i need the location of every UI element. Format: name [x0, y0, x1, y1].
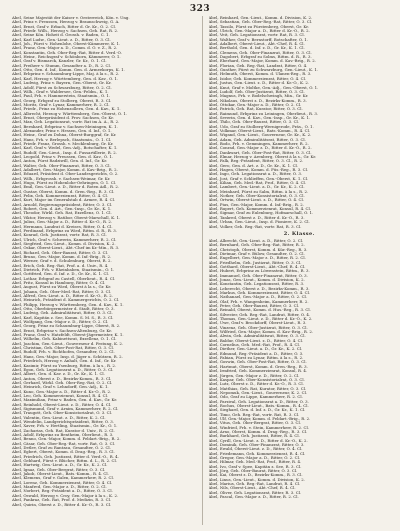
list-entry: Abel, Kurt, Major im Generalstab d. Armee, R. 4. Cl. [12, 198, 116, 203]
list-entry: Abel, Udo, Graf zu Stolberg-Wernigerode, Präs., O. 1. [208, 124, 314, 129]
list-entry: Abel, Ernst, Graf v. Erbach, Ritter d. Gr. Kr., O. 2. Cl. [12, 24, 116, 29]
list-entry: Abel, Jonas, Gen.-Lieut., Komm. d. Division, K. 2. [208, 277, 305, 282]
list-entry: Abel, Jost, Graf v. Schlieffen, Gen.-Oberst, K. 1. Cl. [208, 176, 309, 181]
list-entry: Abel, Wigand, Gen.-Lieut., Gouverneur, Gr. Kr., K. 2. [208, 133, 312, 138]
list-entry: Abel, Otto, Gen. d. Inf., Komm. Gen. d. Armeekorps, K. 1. [12, 68, 125, 73]
list-entry: Abel, Christoph, Oberst, Komm. d. Kür.-Reg., R. 3. [208, 247, 308, 252]
list-entry: Abel, Thomas, Gen.-Lieut. z. D., Ritter d. Kr.-O., K. 2. [208, 317, 313, 322]
list-entry: Abel, Johann, Geh. Ober-Med.-Rat, Ritter, O. 3. Cl. [12, 289, 112, 294]
list-entry: Abel, Egbert, Oberst, Komm. d. Drag.-Reg., R. 3. Cl. [12, 450, 115, 455]
list-entry: Abel, Graf v. Bismarck, Kanzler, Gr. Kr., O. 1. Cl. [12, 59, 107, 64]
list-entry: Abel, Felix, Geh. Kommerzienrat, Ritter, O. 4. Cl. [12, 194, 109, 199]
list-entry: Abel, Wilh., Graf v. Waldersee, Gen.-Feldm., K. 1. [12, 89, 109, 94]
list-entry: Abel, Reinhard, Gen.-Lieut., Komm. d. Division, K. 2. [208, 16, 313, 20]
list-entry: Abel, Arno, Oberst, Komm. d. Drag.-Reg., R. 3. Cl. [208, 429, 308, 434]
list-entry: Abel, Kilian, Geh. Med.-Rat, Prof., Ritter, O. 4. Cl. [208, 181, 307, 186]
list-entry: Abel, Meinhard, Fürst zu Salm, Rittm. à la s., R. 2. [208, 189, 309, 194]
list-entry: Abel, Isidor, Geh. Kommerzienrat, Ritter, O. 4. Cl. [208, 76, 307, 81]
list-entry: Abel, Kasimir, Fürst zu Ysenburg, Rittm. à la s., R. 2. [12, 363, 117, 368]
list-entry: Abel, Ulf, Gen.-Major, Komm. d. Feldart.-Brig., R. 2. [208, 416, 311, 421]
list-entry: Abel, Friedemann, Geh. Kommerzienrat, R. 4. Cl. [208, 451, 306, 456]
list-entry: Abel, Cornelius, Geh. Med.-Rat, Prof., R. 4. Cl. [208, 343, 301, 348]
list-entry: Abel, Wilhelm, Geh. Kabinettsrat, Exzellenz, O. 1. Cl. [12, 337, 117, 342]
list-entry: Abel, Dominik, Geh. Ober-Finanzrat, Ritter, O. 3. [208, 443, 305, 447]
list-entry: Abel, Eberhard, Gen.-Major, Komm. d. Kav.-Brig., R. 2. [208, 59, 316, 64]
list-entry: Abel, Dagobert, Erbgraf zu Solms, Rittm. d. R., R. 3. [208, 55, 312, 60]
list-entry: Abel, Heinr., Reichsgraf v. Schönborn, Kämmerer, O. 1. [12, 55, 121, 60]
list-entry: Abel, Wilfried, Gen.-Major, Komm. d. Kav.-Brig., R. 2. [208, 330, 314, 335]
list-entry: Abel, Uwe, Graf v. Brockdorff, Oberst-Lieut., R. 3. [208, 321, 307, 326]
list-entry: Abel, Robert, Gen. d. Art., Gen.-Insp., Gr. Kr., K. 1. [12, 207, 112, 212]
list-entry: Abel, Ludolf, Geh. Ober-Justizrat, Ritter, O. 3. Cl. [208, 89, 305, 94]
list-entry: Abel, Wilh., Erbgrossh. v. Sachsen-Weimar, Gr. Kr. [12, 176, 111, 181]
list-entry: Abel, Theodor, Wirkl. Geh. Rat, Exzellenz, O. 1. Cl. [12, 211, 112, 216]
list-entry: Abel, Severin, Gen. d. Kav., Gen.-Insp., Gr. Kr., K. 1. [208, 115, 311, 120]
list-entry: Abel, Alwin, Geh. Admiralitätsrat, Ritter, O. 3. Cl. [208, 334, 306, 339]
list-entry: Abel, Heinrich, Präsident d. Kammergerichts, O. 2. Cl. [12, 298, 120, 303]
list-entry: Abel, Siegfried, Gen.-Lieut., Komm. d. Division, K. 2. [12, 241, 116, 246]
list-entry: Abel, Sieghard, Gen. d. Inf. z. D., Gr. Kr., K. 1. Cl. [208, 408, 306, 413]
list-entry: Abel, Volker, Geh. Reg.-Rat, vortr. Rat, R. 3. Cl. [208, 224, 302, 229]
list-entry: Abel, Sebastian, Geh. Ober-Reg.-Rat, Ritter, O. 3. Cl. [208, 20, 313, 25]
list-entry: Abel, Hartwig, Gen.-Lieut. a. D., Gr. Kr., K. 2. Cl. [12, 463, 108, 468]
list-entry: Abel, Linus, Gen.-Lieut., Komm. d. Division, K. 2. [208, 477, 305, 482]
list-entry: Abel, Philipp, Herzog v. Württemberg, Gen. d. Kav., K. 1. [12, 302, 124, 307]
list-entry: Abel, Freiherr v. Stumm, Gesandter a. D., R. 2. Cl. [12, 63, 111, 68]
list-entry: Abel, Prinz v. Preussen, Herzog v. Braunschweig, G. A. [12, 20, 120, 25]
list-entry: Abel, Detlev, Graf zu Rantzau, Gesandter, O. 2. Cl. [12, 446, 111, 451]
list-entry: Abel, Jakob, Oberst-Lieut., Bats.-Komm., R. 4. Cl. [12, 472, 109, 477]
list-entry: Abel, Vitus, Geh. Ober-Bergrat, Ritter, O. 3. Cl. [208, 421, 301, 426]
columns [12, 16, 390, 525]
list-entry: Abel, Gebhard, Fürst v. Blücher, Rittm. d. L., R. 2. Cl. [12, 459, 117, 464]
list-entry: Abel, Rudolf, Frh. v. Richthofen, Gesandter, O. 2. Cl. [12, 350, 115, 355]
list-entry: Abel, Peter, Geh. Ober-Baurat, Ritter, O. 3. Cl. [208, 304, 300, 308]
list-entry: Abel, Gotthard, Oberst-Lieut., Abt.-Chef, R. 4. Cl. [208, 264, 306, 269]
list-entry: Abel, Quirin, Oberst z. D., Ritter d. Kr.-O., R. 3. Cl. [12, 502, 112, 507]
list-entry: Abel, Vinzenz, Geh. Ober-Justizrat, Ritter, O. 3. Cl. [208, 325, 308, 330]
list-entry: Abel, Norbert, Reg.-Präsident a. D., Ritter, O. 3. Cl. [12, 489, 113, 494]
list-entry: Abel, Veit, Geh. Legationsrat, vortr. Rat, R. 3. Cl. [208, 33, 305, 38]
list-entry: Abel, Viktor, Herzog v. Ratibor, Oberst-Marschall, K. 1. [12, 215, 121, 220]
list-entry: Abel, Ulrich, Gen.-Major a. D., Ritter d. Kr.-O., R. 2. [208, 29, 310, 34]
list-entry: Abel, Wendelin, Landgerichtspräsident, Ritter, O. 3. [12, 419, 115, 424]
list-entry: Abel, Werner, Graf v. d. Schulenburg, Oberst, R. 2. [12, 259, 112, 264]
page-number: 323 [189, 4, 211, 14]
list-entry: Abel, Tankred, Oberst z. D., Ritter d. Kr.-O., R. 3. [208, 215, 305, 220]
list-entry: Abel, Edmund, Reg.-Präsident a. D., Ritter, O. 3. [208, 351, 304, 356]
list-entry: Abel, Benno, Gen.-Major, Komm. d. Feldart.-Brig., R. 2. [12, 437, 121, 442]
list-entry: Abel, Notker, Geh. Ober-Konsistorialrat, O. 3. Cl. [208, 194, 305, 199]
list-entry: Abel, Georg, Prinz zu Schaumburg-Lippe, Oberst, R. 2. [12, 324, 121, 329]
list-entry: Abel, Otto, Oberbürgermeister d. Stadt, Ritter, O. 3. [12, 307, 115, 312]
list-entry: Abel, Reinald, Oberst, Komm. d. Hus.-Reg., R. 3. Cl. [208, 308, 311, 313]
list-entry: Abel, Lorenz, Geh. Kommerzienrat, Ritter, O. 4. Cl. [12, 480, 113, 485]
list-entry: Abel, Kaspar, Geh. Ober-Konsistorialrat, O. 3. Cl. [208, 377, 305, 382]
list-entry: Abel, Tassilo, Fürst zu Fürstenberg, Oberst, Gr. Kr. [208, 24, 309, 29]
list-entry: Abel, Franz, Graf v. Hatzfeldt, Oberst-Jägermeister, K. 1. [12, 333, 124, 338]
list-entry: Abel, Baldur, Oberst-Lieut. z. D., Ritter, O. 4. Cl. [208, 338, 304, 343]
list-entry: Abel, Karl Ludw., Gen.-Lieut. z. D., Ritter, O. 3. Cl. [12, 37, 111, 42]
list-entry: Abel, Kai, Oberst z. D., Bezirks-Komm., R. 3. Cl. [208, 473, 303, 478]
list-entry: Abel, Hubert, Erbprinz zu Löwenstein, Rittm., R. 3. [208, 269, 310, 274]
list-entry: Abel, Ulrich, Graf v. Schwerin, Kammerherr, R. 2. Cl. [12, 237, 117, 242]
list-entry: Abel, Walther, Graf v. Bernstorff, Botschafter, O. 1. [208, 37, 309, 42]
list-entry: Abel, Hilmar, Geh. Med.-Rat, Prof., Ritter, R. 4. [208, 460, 302, 465]
list-entry: Abel, Sigmar, Graf zu Eulenburg, Hofmarschall, O. 1. [208, 211, 314, 216]
list-entry: Abel, Elmar, Herzog v. Arenberg, Oberst à la s., Gr. Kr. [208, 155, 317, 159]
list-entry: Abel, Goswin, Geh. Ober-Post-Rat, Ritter, O. 3. Cl. [208, 360, 307, 365]
list-entry: Abel, Oswald, Herzog v. Croy, Gen.-Major à la s., K. 2. [12, 493, 119, 498]
list-entry: Abel, Justus, Gen.-Lieut. z. D., Ritter d. Kr.-O., K. 2. [208, 81, 310, 86]
list-entry: Abel, Paul, Frh. v. Hammerstein, Staatsmin., O. 1. [12, 94, 111, 99]
list-entry: Abel, Oliver, Geh. Legationsrat, Ritter, R. 3. Cl. [208, 490, 302, 495]
list-entry: Abel, Nathanael, Gen.-Major a. D., Ritter, O. 2. Cl. [208, 295, 308, 300]
list-entry: Abel, Gerhard, Wirkl. Geh. Ober-Reg.-Rat, O. 2. Cl. [12, 380, 113, 385]
list-entry: Abel, Olaf, Frh. v. Wangenheim, Kammerherr, R. 2. [208, 299, 309, 304]
list-entry: Abel, Friedrich, Geh. Justizrat, Ritter d. Verd.-O., R. 4. [12, 454, 119, 459]
list-entry: Abel, Erbprinz v. Schaumburg-Lippe, Maj. à la s., R. 2. [12, 72, 120, 77]
list-entry: Abel, Friedr. Wilh., Herzog v. Sachsen, Geh. Rat, R. 2. [12, 29, 119, 34]
list-entry: Abel, Pankraz, Geh. Rat, Prof. d. Medizin, R. 3. Cl. [12, 498, 112, 503]
list-entry: Abel, Walter, Geh. Ober-Finanzrat, Ritter, O. 3. Cl. [12, 163, 111, 168]
list-entry: Abel, Konrad, Geh. Justizrat, vortr. Rat, R. 3. Cl. [12, 233, 107, 238]
list-entry: Abel, Berthold, Gen. d. Inf. z. D., Gr. Kr., K. 1. Cl. [208, 46, 305, 51]
list-entry: Abel, Hugo, Fürst zu Hohenlohe-Oehringen, O. 1. Cl. [12, 181, 117, 186]
list-entry: Abel, Sigismund, Graf v. Arnim, Kammerherr, R. 2. Cl. [12, 406, 119, 411]
list-entry: Abel, Rudolf, Gen.-Lieut., Insp. d. Fussartillerie, R. 2. [12, 150, 117, 155]
list-entry: Abel, Emil, Gen.-Lieut. z. D., Ritter d. Roten Adl., R. 2. [12, 185, 120, 190]
list-entry: Abel, Zacharias, Geh. Rat, Kurator d. Univ., R. 2. Cl. [12, 428, 115, 433]
list-entry: Abel, Burkhard, Geh. Justizrat, Ritter, R. 4. Cl. [208, 434, 300, 439]
list-entry: Abel, Hagen, Oberst, Komm. d. Füs.-Reg., R. 3. Cl. [208, 168, 309, 173]
list-entry: Abel, Markus, Geh. Kommerzienrat, Ritter, O. 4. Cl. [208, 290, 311, 295]
list-entry: Abel, Ludwig, Geh. Admiralitätsrat, Ritter, O. 3. Cl. [12, 311, 113, 316]
list-entry: Abel, Silvester, Geh. Reg.-Rat, Landrat, Ritter, O. 4. [208, 312, 311, 317]
list-entry: Abel, Ingo, Geh. Legationsrat a. D., Ritter, O. 3. [208, 172, 303, 177]
list-entry: Abel, Jürgen, Gen.-Major z. D., Ritter, O. 2. Cl. [208, 373, 300, 378]
list-entry: Abel, Moritz, Graf v. Lynar, Kammerherr, R. 2. Cl. [12, 102, 110, 107]
list-entry: Abel, Fabian, Fürst zu Lynar, Rittm. à la s., R. 2. [208, 356, 304, 361]
list-entry: Abel, Alfred, Gen.-Lieut. a. D., Ritter d. Kr.-O., R. 2. [12, 294, 113, 298]
list-entry: Abel, Egon, Geh. Legationsrat a. D., Ritter, O. 3. Cl. [12, 367, 114, 372]
list-entry: Abel, Knut, Graf v. Moltke, Gen.-Adj., Gen.-Oberst, O. 1. [208, 85, 319, 90]
list-entry: Abel, Gunther, Fürst zu Schwarzburg, Gen.-Lieut., K. 1. [208, 68, 319, 73]
list-entry: Abel, Oskar, Oberst-Lieut., Abt.-Chef im Kr.-Min., R. 3. [12, 246, 120, 251]
list-entry: Abel, Ignaz, Geh. Ober-Bergrat, Ritter, O. 3. Cl. [12, 467, 106, 472]
list-entry: Abel, Hermann, Landrat d. Kreises, Ritter, O. 4. Cl. [12, 224, 113, 229]
list-entry: Abel, Reinhold, Oberst-Lieut. z. D., Ritter, O. 4. Cl. [12, 402, 112, 407]
list-entry: Abel, Adolf, Erbprinz zu Bentheim, Oberlieut., R. 3. [12, 433, 114, 437]
list-entry: Abel, Parzival, Geh. Legationsrat a. D., Ritter, O. 3. [208, 399, 309, 404]
list-entry: Abel, Bernhard, Erbprinz v. Sachsen-Meiningen, K. 1. [12, 124, 118, 129]
list-entry: Abel, Hans, Frh. v. Berlepsch, Staatsmin., O. 1. Cl. [12, 137, 112, 142]
list-entry: Abel, Julius, Gen.-Major a. D., Ritter d. Kr.-O., R. 2. [12, 220, 113, 225]
list-entry: Abel, Adalbert, Oberst-Lieut., Abt.-Chef, R. 4. Cl. [208, 42, 305, 47]
list-entry: Abel, Heinrich, Graf v. Lehndorff, Gen.-Adj., K. 1. [12, 385, 109, 390]
list-entry: Abel, August, Fürst zu Wied, Oberst à la s., Gr. Kr. [12, 285, 112, 290]
list-entry: Abel, Max, Geh. Legationsrat, vortr. Rat im A. A., R. 2. [12, 120, 120, 125]
list-entry: Abel, Karl, Graf v. Wedel, Gen.-Adj., Botschafter, K. 1. [12, 146, 118, 151]
list-entry: Abel, Cyrill, Gen.-Lieut. z. D., Ritter d. Kr.-O., K. 2. [208, 438, 308, 443]
list-entry: Abel, Erich, Geh. Reg.-Rat, Prof. a. d. Univ., R. 4. [12, 263, 109, 268]
list-entry: Abel, Xaver, Frh. v. Hertling, Staatsmin., Gr. Kr., O. 1. [12, 424, 118, 429]
list-entry: Abel, Albrecht, Gen.-Lieut. a. D., Ritter, O. 2. Cl. [208, 238, 304, 243]
list-entry: Abel, Georg, Erbgraf zu Stolberg, Oberst, R. 3. Cl. [12, 98, 112, 103]
left-column [12, 16, 194, 525]
list-entry: Abel, Heinr., Graf zu Dohna, Oberst-Burggraf, Gr. Kr. [12, 133, 117, 138]
list-entry: Abel, Gero, Gen. d. Art. z. D., Gr. Kr., K. 1. Cl. [208, 163, 299, 168]
list-entry: Abel, Adam, Geh. Admiralitätsrat, Ritter, O. 3. Cl. [208, 137, 306, 142]
list-entry: Abel, Maximilian, Prinz v. Baden, Gen. d. Kav., Gr. Kr. [12, 398, 118, 403]
list-entry: Abel, Ivo, Graf v. Spee, Kapitän z. See, R. 3. Cl. [208, 464, 302, 469]
list-entry: Abel, Ottokar, Gen.-Major a. D., Ritter, O. 2. Cl. [208, 102, 302, 107]
list-entry: Abel, Joh., Fürst v. Hohenlohe, Oberst-Kämmerer, K. 1. [12, 42, 121, 47]
list-entry: Abel, Friedr. Franz, Grossh. v. Mecklenburg, Gr. Kr. [12, 141, 114, 146]
list-entry: Abel, Nepomuk, Gen.-Lieut., Gouverneur, K. 2. Cl. [208, 390, 308, 395]
list-entry: Abel, Manfred, Gen.-Major z. D., Ritter, O. 2. Cl. [12, 485, 107, 490]
list-entry: Abel, Lothar, Erbgraf zu Castell, Oberlieut., R. 4. Cl. [12, 276, 116, 281]
list-entry: Abel, Richard, Geh. Ober-Baurat, Ritter, O. 3. Cl. [12, 250, 109, 255]
list-entry: Abel, Cäsar, Geh. Ober-Reg.-Rat, vortr. Rat, O. 3. Cl. [12, 441, 116, 446]
list-entry: Abel, Irmfried, Geh. Kommerzienrat, Konsul, R. 4. [208, 369, 308, 374]
list-entry: Abel, Diether, Gen.-Lieut. a. D., Gr. Kr., K. 2. Cl. [208, 347, 303, 352]
list-entry: Abel, Ernst, Erbprinz v. Sachsen-Altenburg, Gr. Kr. [12, 328, 112, 333]
right-column-lower-list [209, 239, 391, 500]
list-entry: Abel, Anton, Oberst z. D., Bezirks-Komm., R. 3. Cl. [12, 376, 112, 381]
list-entry: Abel, Joachim, Gen.-Lieut., Gouverneur d. Festung, K. 2. [12, 341, 124, 346]
list-entry: Abel, Florian, Geh. Reg.-Rat, Landrat, Ritter, O. 4. [208, 63, 308, 68]
list-entry: Abel, Karl, Herzog v. Württemberg, Gen. d. Kav., O. 1. [12, 76, 119, 81]
list-entry: Abel, Adolf, Fürst zu Schwarzburg, Ritter, O. 2. Cl. [12, 85, 112, 90]
list-entry: Abel, Anton, Fürst Radziwill, Gen. d. Inf., Gr. Kr. [12, 159, 108, 164]
list-entry: Abel, Alexander, Prinz v. Hessen, Gen. d. Inf., O. 1. [12, 128, 112, 133]
list-entry: Abel, Jörg, Geh. Ober-Baurat, Ritter, O. 3. Cl. [208, 469, 298, 474]
list-entry: Abel, Ewald, Oberst-Lieut. z. D., Ritter, O. 4. Cl. [208, 447, 303, 452]
list-entry: Abel, Rochus, Oberst-Lieut., Bats.-Komm., R. 4. Cl. [208, 403, 309, 408]
list-entry: Abel, Pius, Gen.-Major, Komm. d. Inf.-Brig., R. 2. [208, 202, 305, 207]
list-entry: Abel, Gregor, Gen.-Major a. D., Ritter, O. 2. Cl. [208, 456, 301, 461]
list-entry: Abel, Immanuel, Geh. Ober-Finanzrat, Ritter, O. 3. [208, 273, 308, 278]
list-entry: Abel, Konstantin, Geh. Legationsrat, Ritter, R. 3. [208, 282, 305, 287]
list-entry: Abel, Ortwin, Oberst-Lieut. z. D., Ritter, O. 4. Cl. [208, 198, 304, 203]
list-entry: Abel, Urban, Gen.-Lieut., Insp. d. Pioniere, K. 2. Cl. [208, 220, 310, 225]
list-entry: Abel, Leberecht, Oberst z. D., Bezirks-Komm., R. 3. [208, 286, 310, 291]
list-entry: Abel, Thilo, Geh. Ober-Baurat, Ritter, O. 3. Cl. [208, 120, 300, 125]
list-entry: Abel, Albrecht, Herzog v. Württemberg, Gen.-Oberst, O. 1. [12, 111, 128, 116]
list-entry: Abel, Adalbert, Gen.-Major, Komm. d. Kav.-Brig., R. 2. [12, 168, 118, 173]
list-entry: Abel, Kuno, Gen.-Major a. D., Ritter d. Kr.-O., R. 2. [12, 389, 112, 394]
list-entry: Abel, Lutz, Oberst z. D., Ritter d. Kr.-O., R. 3. Cl. [208, 382, 304, 387]
list-entry: Abel, Arnold, Regierungspräsident, Ritter, O. 3. Cl. [12, 202, 113, 207]
list-entry: Abel, Nils, Oberst-Lieut., Abt.-Chef, R. 4. Cl. [208, 486, 296, 491]
list-entry: Abel, Odo, Graf zu Lippe, Kammerherr, R. 2. Cl. [208, 395, 303, 400]
list-entry: Abel, Friedrich, Herzog v. Anhalt, Gen. d. Inf., Gr. Kr. [12, 359, 117, 364]
list-entry: Abel, Wolfgang, Gen.-Major z. D., Ritter, O. 2. Cl. [12, 320, 109, 325]
right-column [202, 16, 391, 525]
list-entry: Abel, Conrad, Gen.-Major z. D., Ritter d. Kr.-O., R. 2. [208, 146, 312, 151]
section-heading: 2. Klasse. [283, 230, 315, 237]
list-entry: Abel, Engelbert, Gen.-Major z. D., Ritter, R. 2. Cl. [208, 256, 306, 261]
list-entry: Abel, Bruno, Gen.-Major, Komm. d. Inf.-Brig., R. 2. [12, 254, 112, 259]
list-entry: Abel, Christian, Geh. Ober-Post-Rat, Ritter, O. 3. Cl. [12, 346, 114, 351]
list-entry: Abel, Helmuth, Oberst, Komm. d. Ulanen-Reg., R. 3. [208, 72, 312, 77]
list-entry: Abel, Patrick, Geh. Rat, Kurator, Ritter, O. 3. Cl. [208, 107, 303, 112]
list-entry: Abel, Ernst, Oberpräsident d. Prov. Sachsen, Gr. Kr. [12, 115, 114, 120]
list-entry: Abel, Leo, Geh. Kommerzienrat, Konsul, R. 4. Cl. [12, 393, 109, 398]
list-entry: Abel, Nikolaus, Oberst z. D., Bezirks-Komm., R. 3. [208, 98, 307, 103]
list-entry: Abel, Hartmut, Oberst, Komm. d. Gren.-Reg., R. 3. [208, 364, 308, 369]
list-entry: Abel, Fritz, Konsul in Hamburg, Ritter, O. 4. Cl. [12, 280, 106, 285]
list-entry: Abel, Konstantin, Geh. Ober-Reg.-Rat, Ritter d. Verd.-O. [12, 50, 122, 55]
list-entry: Abel, Hans, Gen.-Major, Insp. d. Jäger u. Schützen, R. 2. [12, 354, 123, 359]
list-entry: Abel, Winfried, Frh. v. Stein, Kammerherr, R. 2. Cl. [208, 425, 309, 430]
list-entry: Abel, Eduard, Präsident d. Ober-Landesgerichts, O. 2. [12, 172, 119, 177]
list-entry: Abel, Ferdinand, Erbprinz zu Wied, Rittm. d. R., R. 3. [12, 228, 117, 233]
list-entry: Abel, Magnus, Frh. v. Bodelschwingh, Min., Gr. Kr. [208, 94, 309, 99]
list-entry: Abel, Falk, Reg.-Präsident, Ritter, O. 3. Cl., R. 2. [208, 159, 304, 164]
list-entry: Abel, Seine Kön. Hoheit d. Grossh. v. Baden, C. 1. [12, 33, 110, 38]
list-entry: Abel, Dietrich, Frh. v. Rheinbaben, Staatsmin., O. 1. [12, 267, 115, 272]
list-entry: Abel, Lambert, Gen.-Lieut. a. D., Gr. Kr., K. 2. Cl. [208, 185, 305, 190]
list-entry: Abel, Bodo, Frh. v. Gemmingen, Kammerherr, R. 2. [208, 141, 309, 146]
list-entry: Abel, Seine Majestät der Kaiser v. Oesterreich, Kön. v. Ung. [12, 16, 130, 20]
list-entry: Abel, Friedr., Prinz zu Hohenzollern, Gen. d. Kav., K. 1. [12, 107, 121, 112]
list-entry: Abel, Raimund, Erbprinz zu Leiningen, Oberlieut., R. 3. [208, 111, 319, 116]
list-entry: Abel, Gottfried, Gen. d. Inf. z. D., Gr. Kr., K. 1. Cl. [12, 272, 109, 277]
list-entry: Abel, Clemens, Geh. Ober-Finanzrat, Ritter, O. 3. Cl. [208, 50, 312, 55]
list-entry: Abel, Gustav, Oberst, Komm. d. Gren.-Reg., R. 3. Cl. [12, 189, 115, 194]
list-entry: Abel, Dietmar, Graf v. Bülow, Gesandter, O. 2. Cl. [208, 251, 305, 256]
list-entry: Abel, Friedhelm, Geh. Justizrat, Ritter, O. 3. Cl. [208, 260, 302, 265]
list-entry: Abel, Albert, Gen. d. Kav. z. D., Gr. Kr., K. 1. Cl. [12, 372, 105, 377]
right-column-upper-list [209, 16, 391, 229]
list-entry: Abel, Ludwig, Prinz v. Bayern, Gen.-Oberst, Gr. Kr. [12, 81, 112, 86]
list-entry: Abel, Karl, Kapitän z. See, Komm. S. M. S., R. 3. Cl. [12, 315, 114, 320]
list-entry: Abel, Pascal, Gen.-Major z. D., Ritter, R. 2. Cl. [208, 495, 299, 500]
list-entry: Abel, Franz, Gen.-Major a. D., Comm. d. O. v. Z., R. 2. [12, 46, 118, 51]
list-entry: Abel, Bernhard, Geh. Ober-Reg.-Rat, Ritter, R. 2. [208, 243, 305, 248]
list-entry: Abel, Dankwart, Geh. Ober-Post-Rat, Ritter, O. 3. Cl. [208, 150, 312, 155]
list-entry: Abel, Marius, Geh. Reg.-Rat, Landrat, R. 4. Cl. [208, 482, 301, 487]
list-entry: Abel, Matthias, Geh. Rat, Kurator, Ritter, O. 3. Cl. [208, 386, 307, 391]
list-entry: Abel, Traugott, Geh. Ober-Konsistorialrat, O. 3. Cl. [12, 411, 113, 416]
list-entry: Abel, Timo, Geh. Reg.-Rat, vortr. Rat, R. 3. Cl. [208, 412, 300, 417]
list-entry: Abel, Leopold, Prinz v. Preussen, Gen. d. Kav., O. 1. [12, 155, 114, 159]
list-entry: Abel, Rupert, Geh. Kommerzienrat, Konsul, R. 4. Cl. [208, 207, 312, 212]
list-entry: Abel, Valentin, Gen.-Lieut. z. D., Ritter, K. 2. Cl. [12, 415, 106, 420]
list-entry: Abel, Volkmar, Oberst-Lieut., Bats.-Komm., R. 4. Cl. [208, 128, 311, 133]
list-entry: Abel, Klemens, Graf v. Galen, Kammerherr, R. 2. Cl. [12, 476, 115, 481]
